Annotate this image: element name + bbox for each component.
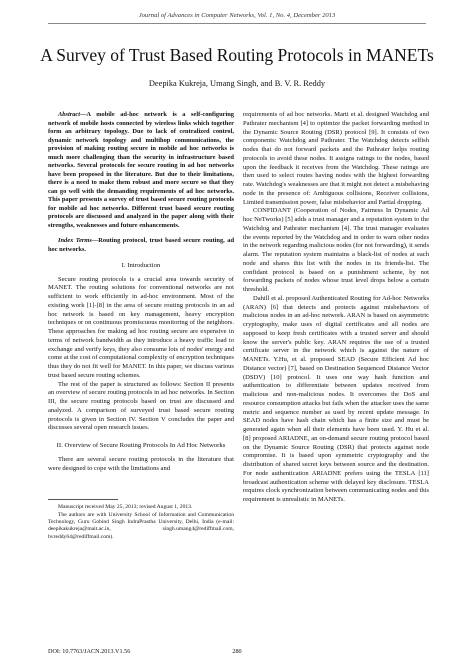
overview-paragraph-1: There are several secure routing protocols in the literature that were designed to cope with the limitations and [48,455,234,472]
abstract-label: Abstract— [58,111,87,118]
abstract [48,111,234,230]
right-paragraph-2: CONFIDANT (Cooperation of Nodes, Fairness In Dynamic Ad hoc NeTworks) [5] adds a trust manager and a reputation system to the Watchdog and Pathrater mechanism [4]. The trust manager evaluates the events reported by the Watchdog and in order to warn other nodes in the network regarding malicious nodes (for not forwarding), it sends alarm. The reputation system maintains a black-list of nodes at each node and shares this list with the nodes in its friends-list. The confidant protocol is based on a punishment scheme, by not forwarding packets of nodes whose trust level drops below a certain threshold. [243,207,429,293]
intro-paragraph-2: The rest of the paper is structured as follows: Section II presents an overview of secure routing protocols in ad hoc networks. In Section III, the secure routing protocols based on trust are discussed and analyzed. A comparison of surveyed trust based secure routing protocols is given in Section IV. Section V concludes the paper and discusses several open research issues. [48,380,234,432]
journal-header: Journal of Advances in Computer Networks, Vol. 1, No. 4, December 2013 [138,12,336,19]
right-paragraph-3: Dahill et al. proposed Authenticated Routing for Ad-hoc Networks (ARAN) [6] that detects and protects against misbehaviors of malicious nodes in an ad-hoc network. ARAN is based on asymmetric cryptography, make uses of digital certificates and all nodes are supposed to keep fresh certificates with a trusted server and should know the server's public key. ARAN requires the use of a trusted certificate server in the network which is against the nature of MANETs. Y.Hu, et al. proposed SEAD (Secure Efficient Ad hoc Distance vector) [7], based on Destination Sequenced Distance Vector (DSDV) [10] protocol. It uses one way hash function and authentication to differentiate between updates received from malicious and non-malicious nodes. It overcomes the DoS and resource consumption attacks but fails when the attacker uses the same metric and sequence number as used by recent update message. In SEAD nodes have hash chain which has a finite size and must be generated again when all their elements have been used. Y. Hu et al. [8] proposed ARIADNE, an on-demand secure routing protocol based on the Dynamic Source Routing (DSR) that protects against node compromise. It is based upon symmetric cryptography and the distribution of shared secret keys between source and the destination. For node authentication ARIADNE prefers using the TESLA [11] broadcast authentication scheme with delayed key disclosure. TESLA requires clock synchronization between communicating nodes and this requirement is unrealistic in MANETs. [243,294,429,503]
section-heading-introduction: I. Introduction [121,262,161,269]
footnote-affiliation: The authors are with University School of Information and Communication Technology, Guru Gobind Singh IndraPrastha University, Delhi, India (e-mail: deepikakukreja@mait.ac.in, singh.umang4@rediffmail.com, bvreddy64@rediffmail.com). [48,511,234,540]
intro-paragraph-1: Secure routing protocols is a crucial area towards security of MANET. The routing solutions for conventional networks are not sufficient to work efficiently in ad-hoc environment. Most of the existing work [1]-[8] in the area of secure routing protocols in an ad hoc network is based on key management, heavy encryption techniques or on continuous promiscuous monitoring of the neighbors. These approaches for making ad hoc routing secure are expensive in terms of network bandwidth as they introduce a heavy traffic load to exchange and verify keys, they also consume lots of nodes' energy and come at the cost of computational complexity of encryption techniques thus they do not fit well for MANET. In this paper, we discuss various trust based secure routing schemes. [48,275,234,379]
index-terms-text: —Routing protocol, trust based secure routing, ad hoc networks. [48,237,234,253]
header-rule [48,23,426,24]
right-column [243,111,429,505]
footnote-received: Manuscript received May 25, 2013; revised August 1, 2013. [58,504,193,511]
index-terms [48,237,234,254]
paper-authors: Deepika Kukreja, Umang Singh, and B. V. R. Reddy [148,79,326,88]
left-column [48,111,234,541]
paper-title: A Survey of Trust Based Routing Protocols in MANETs [40,45,434,65]
abstract-text: A mobile ad-hoc network is a self-configuring network of mobile hosts connected by wireless links which together form an arbitrary topology. Due to lack of centralized control, dynamic network topology and multihop communications, the provision of making routing secure in mobile ad hoc networks is much more challenging than the security in infrastructure based networks. Several protocols for secure routing in ad hoc networks have been proposed in the literature. But due to their limitations, there is a need to make them robust and more secure so that they can go well with the demanding requirements of ad hoc networks. This paper presents a survey of trust based secure routing protocols for mobile ad hoc networks. Different trust based secure routing protocols are discussed and analyzed in the paper along with their strengths, weaknesses and future enhancements. [48,111,234,229]
right-paragraph-1: requirements of ad hoc networks. Marti et al. designed Watchdog and Pathrater mechanism [4] to optimize the packet forwarding method in the Dynamic Source Routing (DSR) protocol [9]. It consists of two components: Watchdog and Pathrater. The Watchdog detects selfish nodes that do not forward packets and the Pathrater helps routing protocols to avoid these nodes. It assigns ratings to the nodes, based upon the feedback it receives from the Watchdog. These ratings are then used to select routes having nodes with the highest forwarding rate. Watchdog's weaknesses are that it might not detect a misbehaving node in the presence of: Ambiguous collisions, Receiver collisions, Limited transmission power, false misbehavior and Partial dropping. [243,111,429,206]
footer-doi: DOI: 10.7763/JACN.2013.V1.56 [48,648,131,655]
index-terms-label: Index Terms [58,237,92,244]
section-heading-overview: II. Overview of Secure Routing Protocols In Ad Hoc Networks [56,442,226,450]
footnote-rule [48,499,118,500]
page-number: 280 [232,648,242,655]
